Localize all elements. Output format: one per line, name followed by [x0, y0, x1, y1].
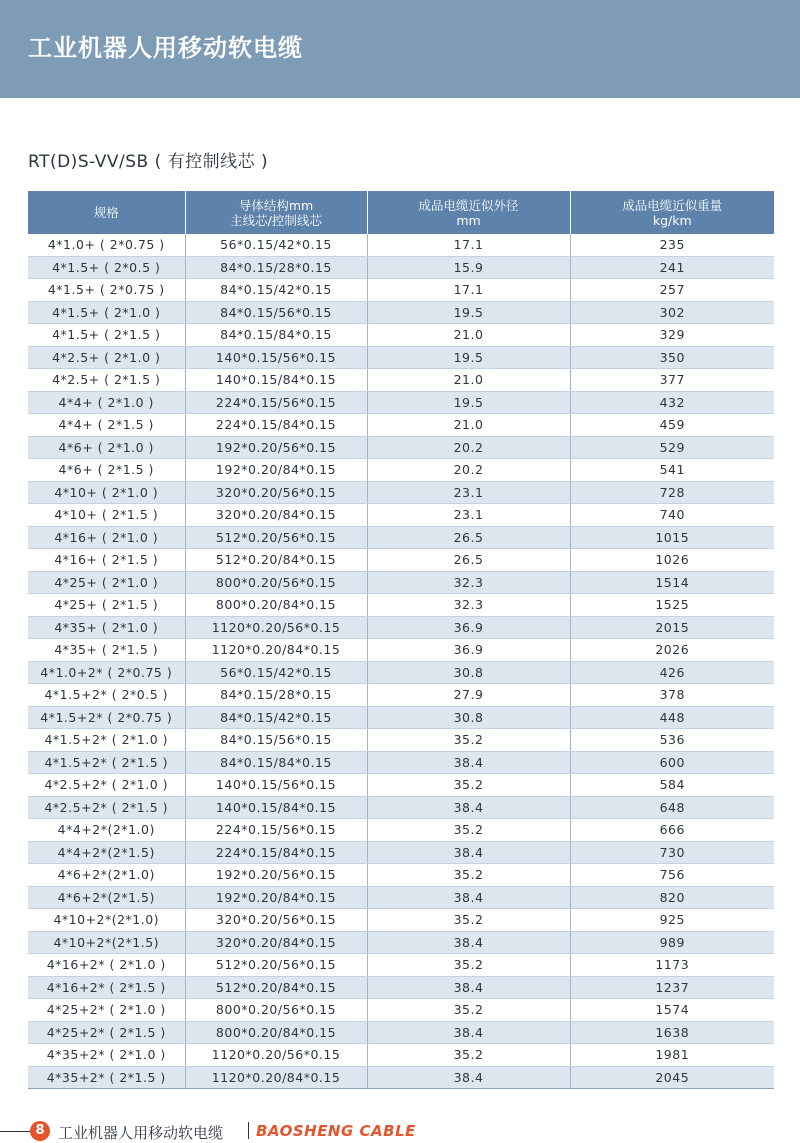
cell-conductor: 800*0.20/56*0.15 — [185, 571, 367, 594]
table-row — [28, 1021, 774, 1044]
cell-diameter: 38.4 — [367, 976, 570, 999]
cell-spec: 4*1.5+2* ( 2*1.5 ) — [28, 751, 185, 774]
cell-weight: 1026 — [570, 549, 774, 572]
cell-weight: 1981 — [570, 1044, 774, 1067]
table-row — [28, 324, 774, 347]
table-row — [28, 571, 774, 594]
column-header-weight — [570, 191, 774, 234]
cell-conductor: 192*0.20/84*0.15 — [185, 459, 367, 482]
cell-conductor: 512*0.20/56*0.15 — [185, 526, 367, 549]
table-row — [28, 459, 774, 482]
footer-divider — [248, 1122, 249, 1139]
cell-spec: 4*1.0+2* ( 2*0.75 ) — [28, 661, 185, 684]
cell-spec: 4*16+2* ( 2*1.0 ) — [28, 954, 185, 977]
cell-spec: 4*16+ ( 2*1.5 ) — [28, 549, 185, 572]
cell-spec: 4*16+2* ( 2*1.5 ) — [28, 976, 185, 999]
cell-diameter: 19.5 — [367, 301, 570, 324]
cell-spec: 4*2.5+ ( 2*1.5 ) — [28, 369, 185, 392]
table-body — [28, 234, 774, 1089]
cell-weight: 1525 — [570, 594, 774, 617]
table-row — [28, 346, 774, 369]
cell-spec: 4*4+2*(2*1.0) — [28, 819, 185, 842]
column-header-diameter — [367, 191, 570, 234]
cell-weight: 600 — [570, 751, 774, 774]
cell-spec: 4*4+ ( 2*1.5 ) — [28, 414, 185, 437]
column-header-line: 规格 — [93, 205, 119, 220]
table-row — [28, 369, 774, 392]
cell-diameter: 19.5 — [367, 391, 570, 414]
cell-spec: 4*6+2*(2*1.5) — [28, 886, 185, 909]
cell-conductor: 224*0.15/84*0.15 — [185, 414, 367, 437]
cell-diameter: 36.9 — [367, 639, 570, 662]
cell-weight: 666 — [570, 819, 774, 842]
cell-conductor: 84*0.15/42*0.15 — [185, 279, 367, 302]
footer-brand: BAOSHENG CABLE — [256, 1122, 416, 1140]
cell-weight: 730 — [570, 841, 774, 864]
table-row — [28, 706, 774, 729]
table-row — [28, 481, 774, 504]
table-row — [28, 549, 774, 572]
table-row — [28, 526, 774, 549]
cell-spec: 4*35+2* ( 2*1.0 ) — [28, 1044, 185, 1067]
cell-weight: 378 — [570, 684, 774, 707]
cell-weight: 584 — [570, 774, 774, 797]
cell-diameter: 19.5 — [367, 346, 570, 369]
cell-weight: 925 — [570, 909, 774, 932]
cell-diameter: 38.4 — [367, 796, 570, 819]
cell-conductor: 1120*0.20/56*0.15 — [185, 1044, 367, 1067]
page-title: 工业机器人用移动软电缆 — [28, 34, 303, 62]
column-header-line: kg/km — [652, 212, 692, 228]
cell-diameter: 38.4 — [367, 1066, 570, 1089]
table-row — [28, 279, 774, 302]
cell-diameter: 17.1 — [367, 279, 570, 302]
cell-weight: 2026 — [570, 639, 774, 662]
cell-weight: 740 — [570, 504, 774, 527]
table-row — [28, 796, 774, 819]
cell-diameter: 38.4 — [367, 751, 570, 774]
cell-conductor: 320*0.20/84*0.15 — [185, 931, 367, 954]
cell-conductor: 512*0.20/84*0.15 — [185, 549, 367, 572]
cell-conductor: 140*0.15/56*0.15 — [185, 774, 367, 797]
table-row — [28, 391, 774, 414]
cell-spec: 4*10+ ( 2*1.5 ) — [28, 504, 185, 527]
cell-weight: 1574 — [570, 999, 774, 1022]
table-row — [28, 1066, 774, 1089]
table-row — [28, 909, 774, 932]
table-row — [28, 1044, 774, 1067]
cell-diameter: 35.2 — [367, 999, 570, 1022]
cell-diameter: 35.2 — [367, 909, 570, 932]
cell-weight: 329 — [570, 324, 774, 347]
table-row — [28, 301, 774, 324]
table-row — [28, 931, 774, 954]
cell-weight: 1237 — [570, 976, 774, 999]
cell-weight: 728 — [570, 481, 774, 504]
cell-conductor: 56*0.15/42*0.15 — [185, 661, 367, 684]
table-row — [28, 256, 774, 279]
cell-weight: 1015 — [570, 526, 774, 549]
cell-conductor: 1120*0.20/56*0.15 — [185, 616, 367, 639]
cell-spec: 4*1.5+ ( 2*1.0 ) — [28, 301, 185, 324]
cell-conductor: 84*0.15/84*0.15 — [185, 751, 367, 774]
cell-weight: 257 — [570, 279, 774, 302]
cell-spec: 4*25+2* ( 2*1.0 ) — [28, 999, 185, 1022]
cell-conductor: 84*0.15/84*0.15 — [185, 324, 367, 347]
cell-weight: 536 — [570, 729, 774, 752]
cell-weight: 302 — [570, 301, 774, 324]
cell-spec: 4*25+2* ( 2*1.5 ) — [28, 1021, 185, 1044]
cell-spec: 4*4+ ( 2*1.0 ) — [28, 391, 185, 414]
page-footer — [0, 1118, 800, 1143]
cell-weight: 241 — [570, 256, 774, 279]
cell-diameter: 17.1 — [367, 234, 570, 256]
cell-spec: 4*4+2*(2*1.5) — [28, 841, 185, 864]
cell-weight: 2045 — [570, 1066, 774, 1089]
cell-conductor: 800*0.20/84*0.15 — [185, 1021, 367, 1044]
cell-diameter: 23.1 — [367, 504, 570, 527]
cell-spec: 4*2.5+ ( 2*1.0 ) — [28, 346, 185, 369]
cell-spec: 4*6+ ( 2*1.0 ) — [28, 436, 185, 459]
cell-diameter: 35.2 — [367, 954, 570, 977]
cell-weight: 756 — [570, 864, 774, 887]
cell-diameter: 35.2 — [367, 774, 570, 797]
table-row — [28, 661, 774, 684]
cell-diameter: 30.8 — [367, 661, 570, 684]
column-header-line: 成品电缆近似外径 — [418, 197, 519, 213]
cell-weight: 529 — [570, 436, 774, 459]
cell-weight: 426 — [570, 661, 774, 684]
cell-weight: 541 — [570, 459, 774, 482]
cell-conductor: 320*0.20/56*0.15 — [185, 909, 367, 932]
cell-spec: 4*1.5+2* ( 2*0.75 ) — [28, 706, 185, 729]
cell-diameter: 38.4 — [367, 841, 570, 864]
cell-spec: 4*25+ ( 2*1.5 ) — [28, 594, 185, 617]
cell-conductor: 800*0.20/56*0.15 — [185, 999, 367, 1022]
table-row — [28, 684, 774, 707]
column-header-conductor — [185, 191, 367, 234]
cell-conductor: 224*0.15/84*0.15 — [185, 841, 367, 864]
cell-diameter: 20.2 — [367, 459, 570, 482]
cell-spec: 4*10+2*(2*1.0) — [28, 909, 185, 932]
table-row — [28, 504, 774, 527]
cell-conductor: 512*0.20/56*0.15 — [185, 954, 367, 977]
cell-conductor: 84*0.15/42*0.15 — [185, 706, 367, 729]
cell-conductor: 84*0.15/56*0.15 — [185, 729, 367, 752]
cell-spec: 4*16+ ( 2*1.0 ) — [28, 526, 185, 549]
cell-diameter: 38.4 — [367, 931, 570, 954]
table-row — [28, 864, 774, 887]
cell-spec: 4*35+ ( 2*1.5 ) — [28, 639, 185, 662]
cell-spec: 4*10+2*(2*1.5) — [28, 931, 185, 954]
cell-spec: 4*1.5+2* ( 2*1.0 ) — [28, 729, 185, 752]
cell-spec: 4*2.5+2* ( 2*1.5 ) — [28, 796, 185, 819]
cell-conductor: 512*0.20/84*0.15 — [185, 976, 367, 999]
cell-conductor: 84*0.15/28*0.15 — [185, 256, 367, 279]
cell-weight: 432 — [570, 391, 774, 414]
table-row — [28, 999, 774, 1022]
table-row — [28, 639, 774, 662]
cell-conductor: 140*0.15/56*0.15 — [185, 346, 367, 369]
cell-diameter: 35.2 — [367, 729, 570, 752]
spec-table — [28, 191, 774, 1089]
column-header-spec — [28, 191, 185, 234]
table-row — [28, 594, 774, 617]
cell-diameter: 32.3 — [367, 594, 570, 617]
cell-weight: 377 — [570, 369, 774, 392]
table-row — [28, 751, 774, 774]
cell-spec: 4*1.5+ ( 2*0.5 ) — [28, 256, 185, 279]
cell-weight: 350 — [570, 346, 774, 369]
cell-weight: 1638 — [570, 1021, 774, 1044]
cell-weight: 448 — [570, 706, 774, 729]
cell-conductor: 140*0.15/84*0.15 — [185, 796, 367, 819]
table-header — [28, 191, 774, 234]
cell-conductor: 192*0.20/56*0.15 — [185, 436, 367, 459]
cell-conductor: 56*0.15/42*0.15 — [185, 234, 367, 256]
cell-diameter: 38.4 — [367, 1021, 570, 1044]
cell-spec: 4*1.5+ ( 2*0.75 ) — [28, 279, 185, 302]
table-row — [28, 234, 774, 256]
column-header-line: 主线芯/控制线芯 — [230, 212, 322, 228]
table-row — [28, 616, 774, 639]
cell-spec: 4*6+2*(2*1.0) — [28, 864, 185, 887]
cell-diameter: 32.3 — [367, 571, 570, 594]
cell-diameter: 15.9 — [367, 256, 570, 279]
column-header-line: mm — [456, 212, 481, 228]
table-row — [28, 886, 774, 909]
cell-conductor: 224*0.15/56*0.15 — [185, 391, 367, 414]
table-row — [28, 414, 774, 437]
cell-conductor: 1120*0.20/84*0.15 — [185, 1066, 367, 1089]
header-banner — [0, 0, 800, 98]
cell-weight: 989 — [570, 931, 774, 954]
table-row — [28, 729, 774, 752]
cell-conductor: 192*0.20/56*0.15 — [185, 864, 367, 887]
cell-diameter: 21.0 — [367, 414, 570, 437]
cell-spec: 4*25+ ( 2*1.0 ) — [28, 571, 185, 594]
cell-diameter: 36.9 — [367, 616, 570, 639]
table-row — [28, 841, 774, 864]
cell-spec: 4*2.5+2* ( 2*1.0 ) — [28, 774, 185, 797]
cell-diameter: 26.5 — [367, 549, 570, 572]
cell-diameter: 35.2 — [367, 1044, 570, 1067]
cell-spec: 4*1.5+2* ( 2*0.5 ) — [28, 684, 185, 707]
cell-diameter: 27.9 — [367, 684, 570, 707]
cell-weight: 1173 — [570, 954, 774, 977]
cell-conductor: 84*0.15/28*0.15 — [185, 684, 367, 707]
cell-diameter: 38.4 — [367, 886, 570, 909]
cell-spec: 4*1.5+ ( 2*1.5 ) — [28, 324, 185, 347]
cell-conductor: 140*0.15/84*0.15 — [185, 369, 367, 392]
page-number-badge: 8 — [30, 1121, 50, 1141]
footer-title: 工业机器人用移动软电缆 — [58, 1124, 224, 1142]
cell-diameter: 21.0 — [367, 324, 570, 347]
section-subtitle: RT(D)S-VV/SB ( 有控制线芯 ) — [28, 152, 269, 172]
cell-conductor: 84*0.15/56*0.15 — [185, 301, 367, 324]
table-row — [28, 819, 774, 842]
table-row — [28, 436, 774, 459]
cell-conductor: 192*0.20/84*0.15 — [185, 886, 367, 909]
cell-diameter: 30.8 — [367, 706, 570, 729]
cell-conductor: 800*0.20/84*0.15 — [185, 594, 367, 617]
footer-rule — [0, 1131, 30, 1132]
cell-weight: 2015 — [570, 616, 774, 639]
table-row — [28, 774, 774, 797]
column-header-line: 成品电缆近似重量 — [622, 197, 723, 213]
cell-weight: 648 — [570, 796, 774, 819]
cell-weight: 820 — [570, 886, 774, 909]
cell-diameter: 23.1 — [367, 481, 570, 504]
cell-diameter: 26.5 — [367, 526, 570, 549]
cell-conductor: 224*0.15/56*0.15 — [185, 819, 367, 842]
cell-conductor: 320*0.20/56*0.15 — [185, 481, 367, 504]
cell-spec: 4*1.0+ ( 2*0.75 ) — [28, 234, 185, 256]
cell-diameter: 35.2 — [367, 864, 570, 887]
cell-diameter: 20.2 — [367, 436, 570, 459]
cell-diameter: 35.2 — [367, 819, 570, 842]
cell-spec: 4*35+ ( 2*1.0 ) — [28, 616, 185, 639]
cell-spec: 4*35+2* ( 2*1.5 ) — [28, 1066, 185, 1089]
column-header-line: 导体结构mm — [238, 197, 314, 213]
cell-conductor: 1120*0.20/84*0.15 — [185, 639, 367, 662]
cell-spec: 4*10+ ( 2*1.0 ) — [28, 481, 185, 504]
table-row — [28, 954, 774, 977]
cell-conductor: 320*0.20/84*0.15 — [185, 504, 367, 527]
cell-weight: 235 — [570, 234, 774, 256]
table-row — [28, 976, 774, 999]
cell-spec: 4*6+ ( 2*1.5 ) — [28, 459, 185, 482]
cell-diameter: 21.0 — [367, 369, 570, 392]
cell-weight: 1514 — [570, 571, 774, 594]
cell-weight: 459 — [570, 414, 774, 437]
